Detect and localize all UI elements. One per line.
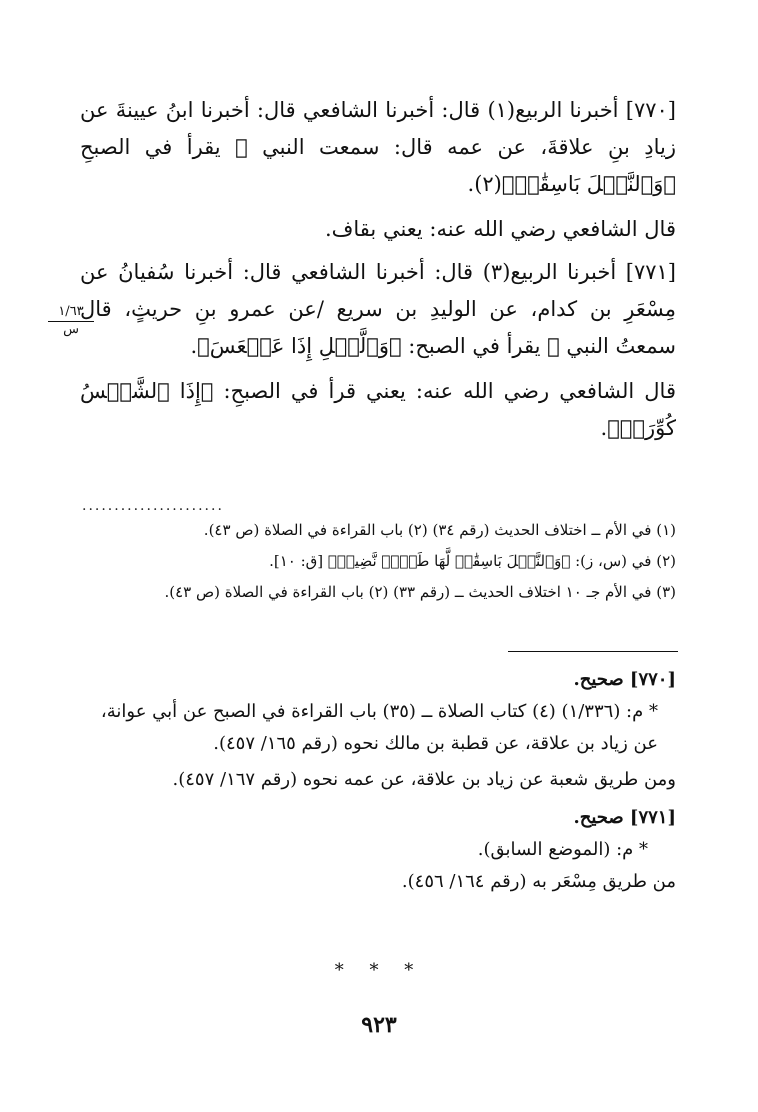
section-end-stars: * * * [334, 960, 424, 981]
footnote-2: (٢) في (س، ز): ﴿وَٱلنَّخۡلَ بَاسِقَٰتٖ لَّهَا طَلۡعٞ نَّضِيدٞ﴾ [ق: ١٠]. [269, 552, 676, 570]
main-text [80, 92, 676, 447]
takhrij-771-heading: [٧٧١] صحيح. [573, 807, 676, 828]
manuscript-page-number: ١/٦٣ [48, 304, 94, 322]
hadith-771: [٧٧١] أخبرنا الربيع(٣) قال: أخبرنا الشافعي قال: أخبرنا سُفيانُ عن مِسْعَرِ بن كدام، عن الوليدِ بن سريع /عن عمرو بنِ حريثٍ، قال سمعتُ النبي ﷺ يقرأ في الصبح: ﴿وَٱلَّيۡلِ إِذَا عَسۡعَسَ﴾. [80, 260, 676, 358]
footnote-1: (١) في الأم ــ اختلاف الحديث (رقم ٣٤) (٢) باب القراءة في الصلاة (ص ٤٣). [203, 521, 676, 539]
takhrij-770-muslim: * م: (١/٣٣٦) (٤) كتاب الصلاة ــ (٣٥) باب القراءة في الصبح عن أبي عوانة، عن زياد بن علاقة، عن قطبة بن مالك نحوه (رقم ١٦٥/ ٤٥٧). [100, 701, 658, 754]
takhrij-771-other: من طريق مِسْعَر به (رقم ١٦٤/ ٤٥٦). [401, 871, 676, 892]
shafii-comment-1: قال الشافعي رضي الله عنه: يعني بقاف. [324, 217, 676, 241]
section-divider [508, 651, 678, 652]
shafii-comment-2: قال الشافعي رضي الله عنه: يعني قرأ في الصبحِ: ﴿إِذَا ٱلشَّمۡسُ كُوِّرَتۡ﴾. [80, 379, 676, 440]
manuscript-siglum: س [63, 322, 79, 337]
hadith-770: [٧٧٠] أخبرنا الربيع(١) قال: أخبرنا الشافعي قال: أخبرنا ابنُ عيينةَ عن زيادِ بنِ علاقةَ، عن عمه قال: سمعت النبي ﷺ يقرأ في الصبحِ ﴿وَٱلنَّخۡلَ بَاسِقَٰتٖ﴾(٢). [80, 98, 676, 196]
footnotes [80, 520, 676, 603]
footnote-3: (٣) في الأم جـ ١٠ اختلاف الحديث ــ (رقم ٣٣) (٢) باب القراءة في الصلاة (ص ٤٣). [164, 583, 676, 601]
separator-dots: ...................... [82, 498, 224, 514]
takhrij-770-heading: [٧٧٠] صحيح. [573, 669, 676, 690]
takhrij-771-muslim: * م: (الموضع السابق). [477, 839, 648, 860]
page-number: ٩٢٣ [361, 1012, 397, 1038]
manuscript-page-marker [48, 304, 94, 338]
takhrij-770-other: ومن طريق شعبة عن زياد بن علاقة، عن عمه نحوه (رقم ١٦٧/ ٤٥٧). [172, 769, 676, 790]
takhrij-section [80, 664, 676, 898]
